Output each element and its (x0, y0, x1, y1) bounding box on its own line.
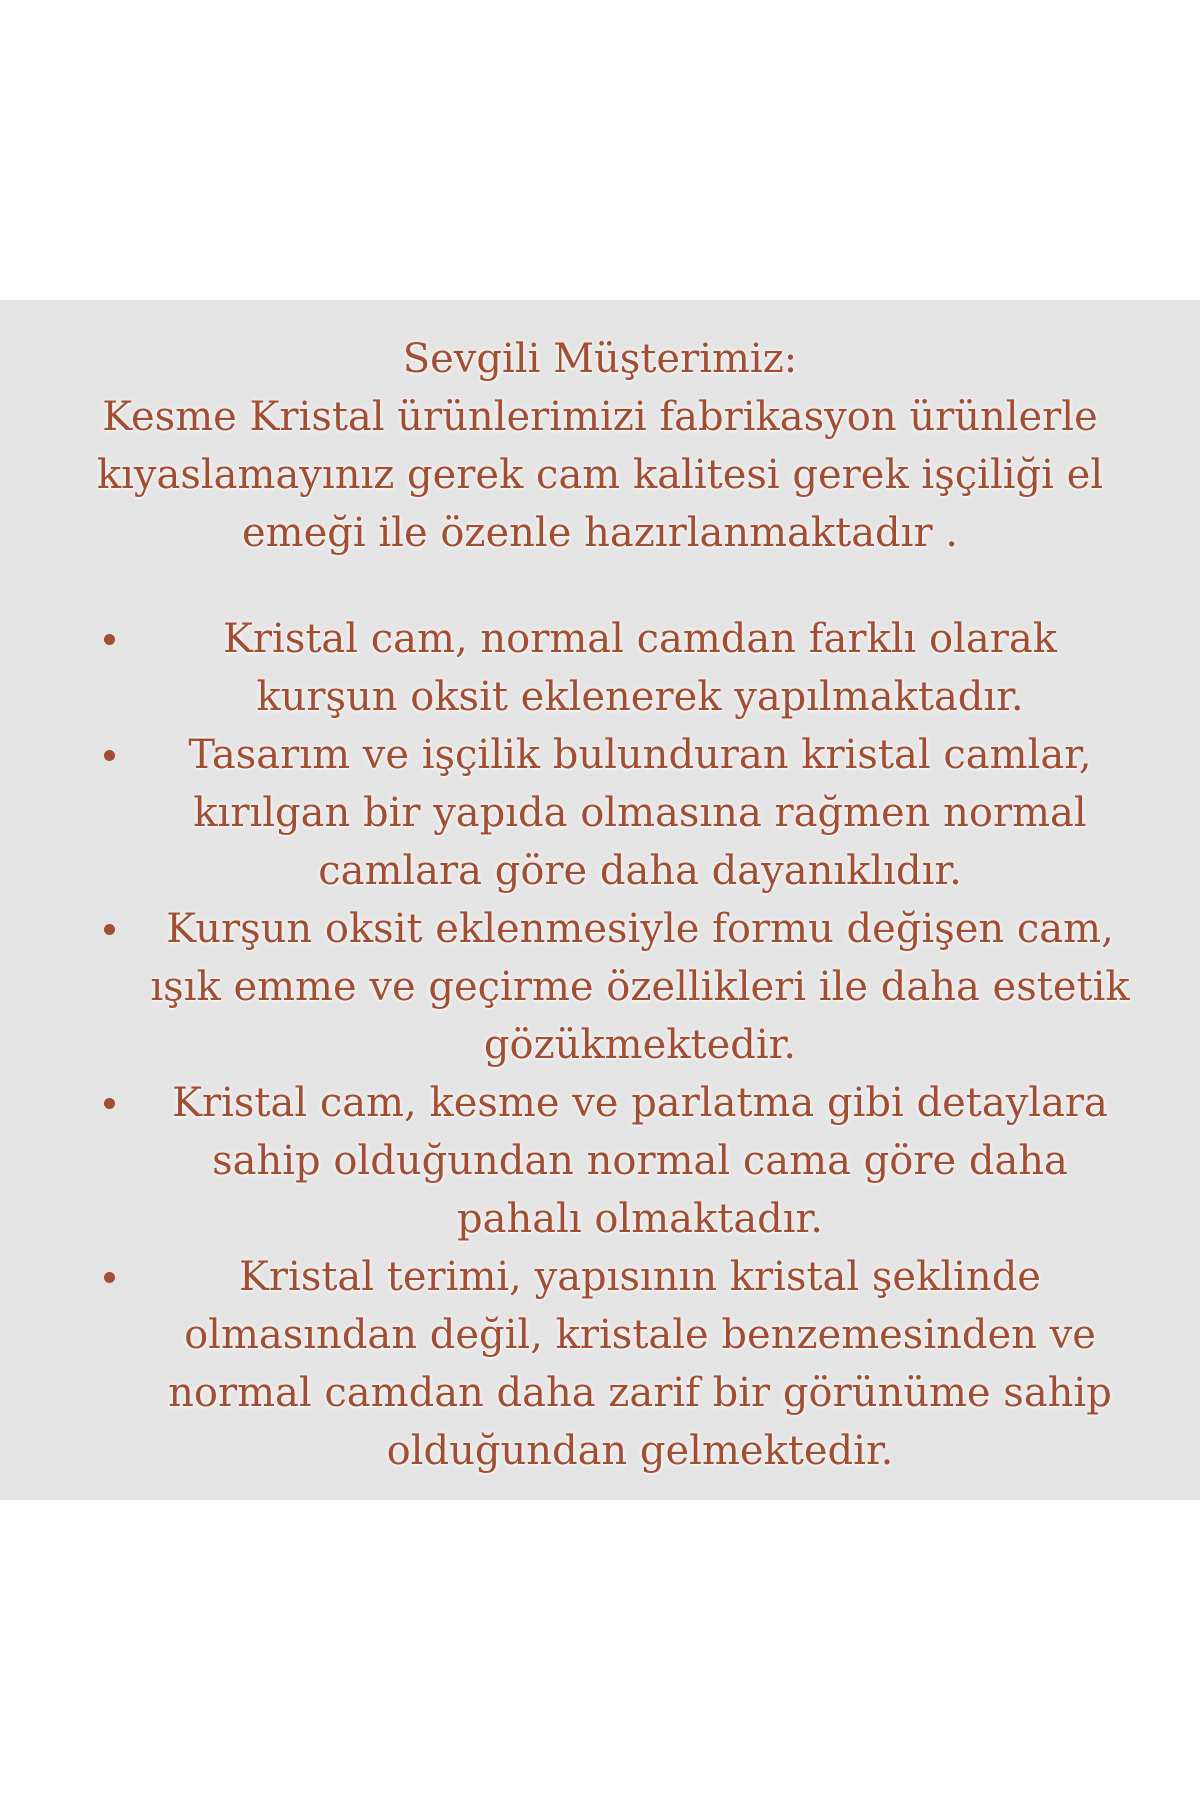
feature-line: Tasarım ve işçilik bulunduran kristal camlar, (188, 732, 1092, 778)
feature-item (0, 1248, 1200, 1480)
feature-line: Kristal cam, kesme ve parlatma gibi detaylara (172, 1080, 1108, 1126)
feature-list (0, 610, 1200, 1480)
info-panel (0, 300, 1200, 1500)
feature-line: Kurşun oksit eklenmesiyle formu değişen cam, (166, 906, 1114, 952)
feature-line: sahip olduğundan normal cama göre daha (212, 1138, 1068, 1184)
feature-text (150, 900, 1130, 1074)
feature-line: kurşun oksit eklenerek yapılmaktadır. (256, 674, 1024, 720)
feature-line: normal camdan daha zarif bir görünüme sahip (168, 1370, 1112, 1416)
feature-line: olmasından değil, kristale benzemesinden ve (184, 1312, 1096, 1358)
feature-text (150, 726, 1130, 900)
intro-line: Kesme Kristal ürünlerimizi fabrikasyon ürünlerle (102, 394, 1098, 440)
feature-line: gözükmektedir. (483, 1022, 797, 1068)
bullet-dot-icon (104, 924, 115, 935)
feature-text (150, 1074, 1130, 1248)
feature-item (0, 1074, 1200, 1248)
intro-line: emeği ile özenle hazırlanmaktadır . (241, 510, 958, 556)
bullet-dot-icon (104, 1098, 115, 1109)
greeting: Sevgili Müşterimiz: (402, 336, 798, 382)
bullet-dot-icon (104, 1272, 115, 1283)
feature-line: kırılgan bir yapıda olmasına rağmen normal (193, 790, 1087, 836)
feature-line: camlara göre daha dayanıklıdır. (318, 848, 962, 894)
feature-line: olduğundan gelmektedir. (386, 1428, 894, 1474)
intro-line: kıyaslamayınız gerek cam kalitesi gerek işçiliği el (96, 452, 1104, 498)
feature-line: Kristal terimi, yapısının kristal şeklinde (239, 1254, 1041, 1300)
feature-item (0, 900, 1200, 1074)
feature-line: pahalı olmaktadır. (456, 1196, 823, 1242)
feature-text (150, 610, 1130, 726)
feature-item (0, 726, 1200, 900)
bullet-dot-icon (104, 750, 115, 761)
intro-block (60, 330, 1140, 562)
feature-line: Kristal cam, normal camdan farklı olarak (223, 616, 1057, 662)
bullet-dot-icon (104, 634, 115, 645)
feature-item (0, 610, 1200, 726)
feature-line: ışık emme ve geçirme özellikleri ile daha estetik (150, 964, 1130, 1010)
feature-text (150, 1248, 1130, 1480)
